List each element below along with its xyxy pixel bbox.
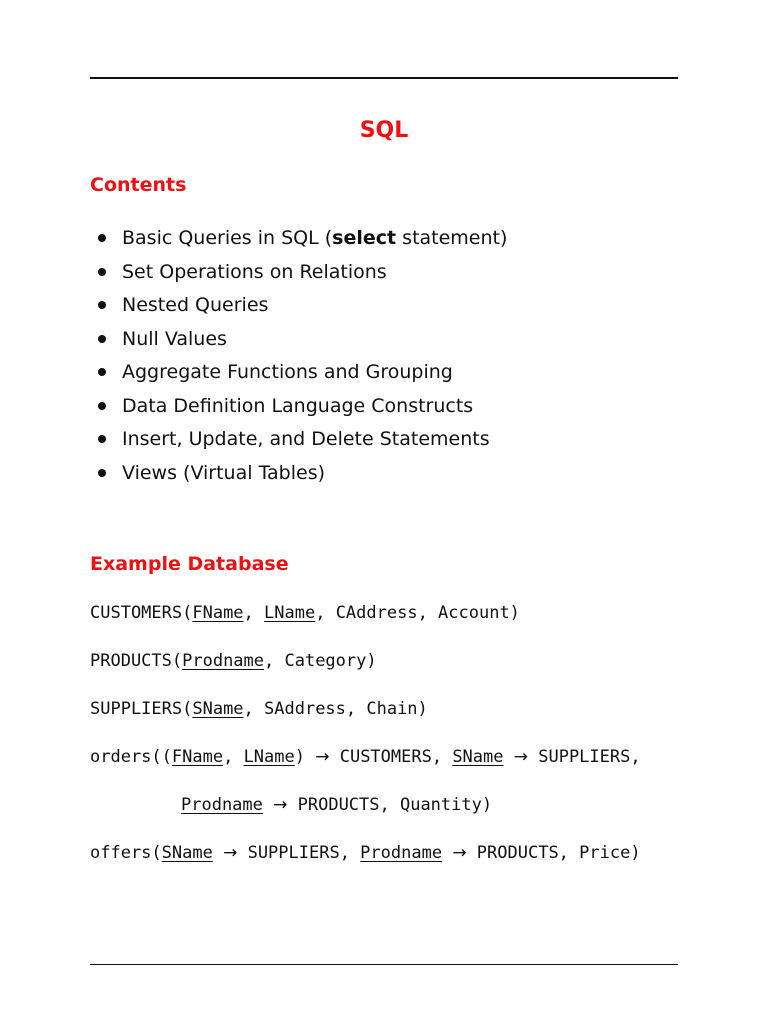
page-title: SQL xyxy=(359,118,409,143)
list-item: Views (Virtual Tables) xyxy=(96,459,507,493)
contents-heading: Contents xyxy=(90,174,187,196)
list-item: Basic Queries in SQL (select statement) xyxy=(96,224,507,258)
arrow-icon: → xyxy=(273,795,288,815)
bullet-icon xyxy=(98,335,106,343)
bullet-icon xyxy=(98,435,106,443)
orders-schema-line-1: orders((FName, LName) → CUSTOMERS, SName → SUPPLIERS, xyxy=(90,747,641,767)
bottom-rule xyxy=(90,964,678,965)
top-rule xyxy=(90,77,678,79)
list-item: Set Operations on Relations xyxy=(96,258,507,292)
bullet-icon xyxy=(98,368,106,376)
products-schema: PRODUCTS(Prodname, Category) xyxy=(90,651,377,671)
list-item: Aggregate Functions and Grouping xyxy=(96,358,507,392)
bullet-icon xyxy=(98,234,106,242)
bullet-icon xyxy=(98,268,106,276)
customers-schema: CUSTOMERS(FName, LName, CAddress, Account) xyxy=(90,603,520,623)
arrow-icon: → xyxy=(452,843,467,863)
offers-schema: offers(SName → SUPPLIERS, Prodname → PRODUCTS, Price) xyxy=(90,843,641,863)
list-item: Nested Queries xyxy=(96,291,507,325)
contents-list xyxy=(96,224,507,492)
bullet-icon xyxy=(98,402,106,410)
bullet-icon xyxy=(98,301,106,309)
arrow-icon: → xyxy=(513,747,528,767)
example-database-heading: Example Database xyxy=(90,553,289,575)
list-item: Null Values xyxy=(96,325,507,359)
bullet-icon xyxy=(98,469,106,477)
list-item: Insert, Update, and Delete Statements xyxy=(96,425,507,459)
arrow-icon: → xyxy=(315,747,330,767)
suppliers-schema: SUPPLIERS(SName, SAddress, Chain) xyxy=(90,699,428,719)
list-item: Data Definition Language Constructs xyxy=(96,392,507,426)
orders-schema-line-2: Prodname → PRODUCTS, Quantity) xyxy=(181,795,493,815)
arrow-icon: → xyxy=(223,843,238,863)
